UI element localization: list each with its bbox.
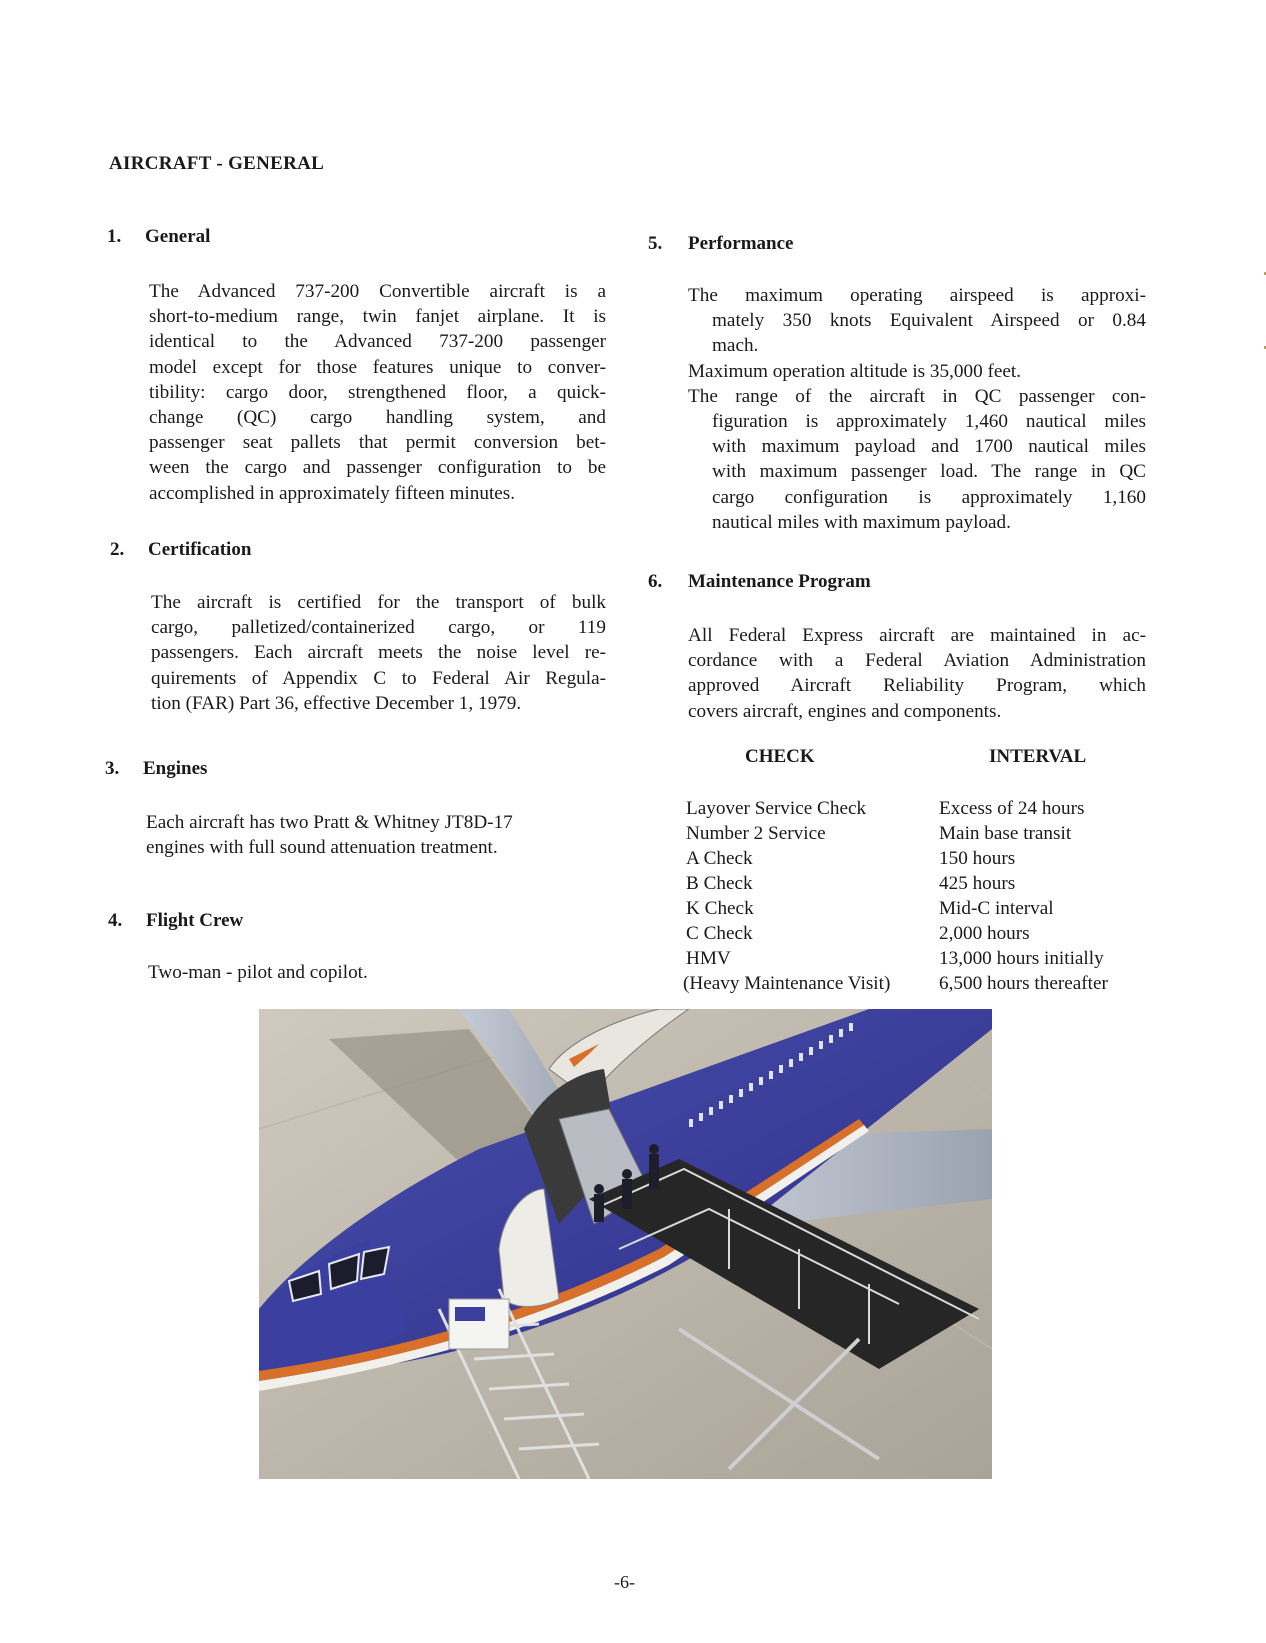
section-number: 2.: [110, 539, 125, 560]
interval-cell: Main base transit: [939, 823, 1072, 844]
text-line: engines with full sound attenuation treatment.: [146, 837, 498, 859]
text-line: The aircraft is certified for the transport of bulk: [151, 592, 606, 613]
table-row: [686, 796, 1108, 821]
check-cell: B Check: [686, 873, 753, 894]
interval-cell: 13,000 hours initially: [939, 948, 1104, 969]
section-number: 6.: [648, 571, 663, 592]
text-line: identical to the Advanced 737-200 passenger: [149, 331, 606, 353]
text-line: passengers. Each aircraft meets the noise level re-: [151, 642, 606, 664]
interval-cell: Excess of 24 hours: [939, 798, 1085, 819]
table-row: [686, 896, 1108, 921]
check-cell: HMV: [686, 948, 731, 969]
text-line: Maximum operation altitude is 35,000 feet.: [688, 360, 1022, 382]
table-row: [683, 971, 1108, 996]
section-body-general: [149, 279, 606, 506]
section-body-flight-crew: [148, 960, 608, 985]
fedex-sign: [455, 1307, 485, 1321]
aircraft-loading-photo: [259, 1009, 992, 1479]
section-title: Engines: [143, 758, 208, 779]
section-heading-engines: [105, 758, 207, 780]
section-heading-general: [107, 226, 210, 248]
table-header-interval: INTERVAL: [989, 746, 1087, 767]
text-line: passenger seat pallets that permit conversion bet-: [149, 432, 606, 454]
text-line: mach.: [712, 335, 759, 357]
text-line: tion (FAR) Part 36, effective December 1, 1979.: [151, 692, 522, 714]
section-title: Maintenance Program: [688, 571, 871, 592]
text-line: All Federal Express aircraft are maintained in ac-: [688, 625, 1146, 646]
text-line: cargo, palletized/containerized cargo, or 119: [151, 617, 606, 639]
aircraft-photo-illustration: [259, 1009, 992, 1479]
check-cell: A Check: [686, 848, 753, 869]
section-title: Performance: [688, 233, 794, 254]
section-heading-maintenance-program: [648, 571, 871, 593]
section-title: General: [145, 226, 211, 247]
section-title: Certification: [148, 539, 252, 560]
text-line: Each aircraft has two Pratt & Whitney JT8D-17: [146, 812, 513, 833]
section-body-certification: [151, 590, 606, 716]
maintenance-table: [683, 796, 1108, 996]
section-number: 3.: [105, 758, 120, 779]
interval-cell: Mid-C interval: [939, 898, 1054, 919]
text-line: short-to-medium range, twin fanjet airplane. It is: [149, 306, 606, 328]
section-title: Flight Crew: [146, 910, 244, 931]
text-line: figuration is approximately 1,460 nautical miles: [712, 411, 1146, 433]
table-row: [686, 846, 1108, 871]
table-header-check: CHECK: [745, 746, 815, 767]
text-line: Two-man - pilot and copilot.: [148, 962, 368, 983]
check-cell: K Check: [686, 898, 754, 919]
text-line: tibility: cargo door, strengthened floor, a quick-: [149, 381, 606, 403]
table-row: [686, 871, 1108, 896]
text-line: accomplished in approximately fifteen minutes.: [149, 482, 516, 504]
text-line: ween the cargo and passenger configuration to be: [149, 457, 606, 479]
table-row: [686, 921, 1108, 946]
text-line: mately 350 knots Equivalent Airspeed or 0.84: [712, 310, 1146, 332]
text-line: with maximum passenger load. The range in QC: [712, 461, 1146, 483]
table-row: [686, 821, 1108, 846]
interval-cell: 150 hours: [939, 848, 1016, 869]
text-line: The Advanced 737-200 Convertible aircraft is a: [149, 281, 606, 302]
text-line: model except for those features unique to conver-: [149, 356, 606, 378]
text-line: covers aircraft, engines and components.: [688, 700, 1002, 722]
text-line: cargo configuration is approximately 1,160: [712, 486, 1146, 508]
text-line: quirements of Appendix C to Federal Air Regula-: [151, 667, 606, 689]
text-line: nautical miles with maximum payload.: [712, 511, 1011, 533]
check-cell: C Check: [686, 923, 753, 944]
section-heading-certification: [110, 539, 251, 561]
interval-cell: 425 hours: [939, 873, 1016, 894]
section-heading-flight-crew: [108, 910, 243, 932]
page-number: -6-: [614, 1572, 635, 1592]
section-body-maintenance-program: [688, 623, 1146, 724]
section-heading-performance: [648, 233, 794, 255]
text-line: with maximum payload and 1700 nautical miles: [712, 436, 1146, 458]
text-line: The range of the aircraft in QC passenger con-: [688, 385, 1146, 407]
table-row: [686, 946, 1108, 971]
check-cell: (Heavy Maintenance Visit): [683, 973, 891, 994]
check-cell: Layover Service Check: [686, 798, 867, 819]
section-number: 4.: [108, 910, 123, 931]
section-body-engines: [146, 810, 606, 860]
section-number: 1.: [107, 226, 122, 247]
text-line: approved Aircraft Reliability Program, which: [688, 675, 1146, 697]
interval-cell: 6,500 hours thereafter: [939, 973, 1108, 994]
section-body-performance: [688, 283, 1146, 535]
interval-cell: 2,000 hours: [939, 923, 1030, 944]
page-title: AIRCRAFT - GENERAL: [109, 153, 325, 174]
text-line: The maximum operating airspeed is approxi-: [688, 285, 1146, 306]
check-cell: Number 2 Service: [686, 823, 826, 844]
section-number: 5.: [648, 233, 663, 254]
stairs-platform-sign: [449, 1299, 509, 1349]
text-line: change (QC) cargo handling system, and: [149, 407, 606, 429]
text-line: cordance with a Federal Aviation Administration: [688, 650, 1146, 672]
